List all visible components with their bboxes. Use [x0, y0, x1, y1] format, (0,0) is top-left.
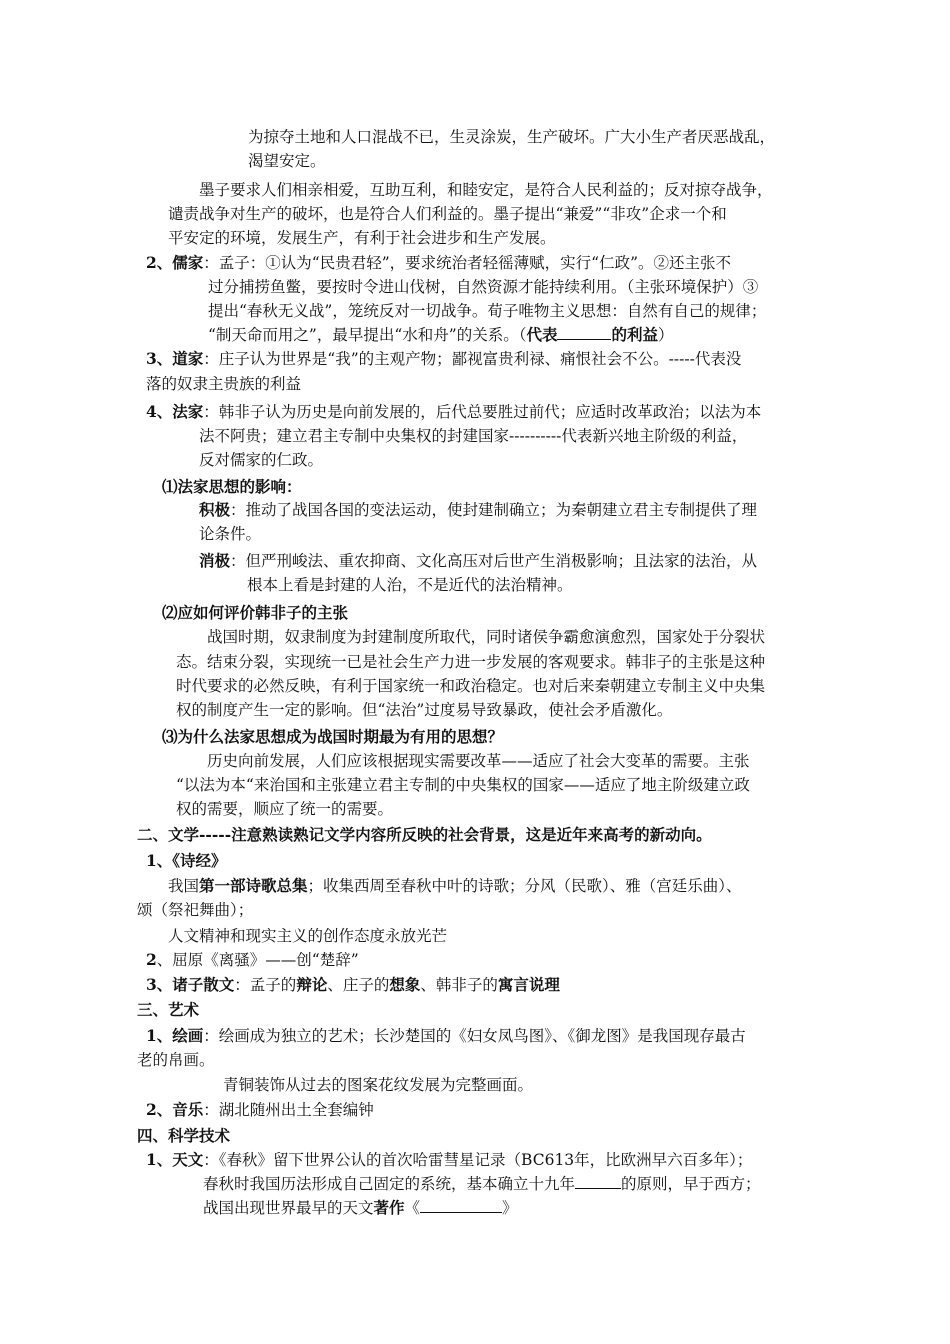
text-line: 青铜装饰从过去的图案花纹发展为完整画面。 — [223, 1076, 534, 1094]
text-line: 春秋时我国历法形成自己固定的系统，基本确立十九年 的原则，早于西方； — [203, 1175, 761, 1193]
subheading: ⑵应如何评价韩非子的主张 — [162, 603, 349, 622]
section-heading: 四、科学技术 — [137, 1126, 231, 1145]
text-line: 1、绘画：绘画成为独立的艺术；长沙楚国的《妇女凤鸟图》、《御龙图》是我国现存最古 — [146, 1026, 746, 1045]
text-line: 战国时期，奴隶制度为封建制度所取代，同时诸侯争霸愈演愈烈，国家处于分裂状 — [207, 628, 766, 646]
text-line: 1、天文：《春秋》留下世界公认的首次哈雷彗星记录（BC613年，比欧洲早六百多年）； — [146, 1150, 753, 1169]
text-line: 颂（祭祀舞曲）； — [137, 901, 254, 919]
fill-blank[interactable] — [420, 1198, 502, 1213]
text-line: 过分捕捞鱼鳖，要按时令进山伐树，自然资源才能持续利用。（主张环境保护）③ — [208, 278, 759, 296]
text-line: 权的需要，顺应了统一的需要。 — [176, 800, 394, 818]
text-line: 法不阿贵；建立君主专制中央集权的封建国家----------代表新兴地主阶级的利益， — [199, 427, 748, 445]
text-line: 为掠夺土地和人口混战不已，生灵涂炭，生产破坏。广大小生产者厌恶战乱， — [248, 128, 776, 146]
text-line: 人文精神和现实主义的创作态度永放光芒 — [168, 927, 448, 945]
text-line: 论条件。 — [199, 525, 262, 543]
fill-blank[interactable] — [557, 325, 611, 340]
text-line: 落的奴隶主贵族的利益 — [146, 375, 302, 393]
text-line: 平安定的环境，发展生产，有利于社会进步和生产发展。 — [168, 229, 556, 247]
taoist-heading-line: 3、道家：庄子认为世界是“我”的主观产物；鄙视富贵利禄、痛恨社会不公。-----代表没 — [146, 349, 742, 368]
subheading: 1、《诗经》 — [146, 851, 227, 870]
text-line: 历史向前发展，人们应该根据现实需要改革——适应了社会大变革的需要。主张 — [207, 752, 750, 770]
text-line: “制天命而用之”，最早提出“水和舟”的关系。（代表 的利益） — [208, 325, 674, 344]
text-line: 反对儒家的仁政。 — [199, 451, 324, 469]
subheading: ⑶为什么法家思想成为战国时期最为有用的思想？ — [162, 727, 504, 746]
section-number: 2、儒家 — [146, 253, 204, 272]
text-line: 积极：推动了战国各国的变法运动，使封建制确立；为秦朝建立君主专制提供了理 — [199, 500, 758, 519]
text-line: 权的制度产生一定的影响。但“法治”过度易导致暴政，使社会矛盾激化。 — [176, 701, 673, 719]
text-line: 时代要求的必然反映，有利于国家统一和政治稳定。也对后来秦朝建立专制主义中央集 — [176, 677, 766, 695]
text-line: 3、诸子散文：孟子的辩论、庄子的想象、韩非子的寓言说理 — [146, 975, 560, 994]
section-heading: 三、艺术 — [137, 1000, 200, 1019]
text-line: 态。结束分裂，实现统一已是社会生产力进一步发展的客观要求。韩非子的主张是这种 — [176, 653, 766, 671]
text-line: “以法为本“来治国和主张建立君主专制的中央集权的国家——适应了地主阶级建立政 — [176, 776, 750, 794]
text-line: 老的帛画。 — [137, 1051, 215, 1069]
text-line: 墨子要求人们相亲相爱，互助互利，和睦安定，是符合人民利益的；反对掠夺战争， — [199, 181, 773, 199]
subheading: ⑴法家思想的影响： — [162, 477, 302, 496]
text-line: 提出“春秋无义战”，笼统反对一切战争。荀子唯物主义思想：自然有自己的规律； — [208, 302, 767, 320]
text-line: 2、音乐：湖北随州出土全套编钟 — [146, 1100, 374, 1119]
text-line: 2、屈原《离骚》——创“楚辞” — [146, 950, 359, 969]
fill-blank[interactable] — [575, 1174, 621, 1189]
text-line: 战国出现世界最早的天文著作《 》 — [203, 1198, 518, 1217]
text-line: 根本上看是封建的人治，不是近代的法治精神。 — [247, 576, 573, 594]
text-line: 谴责战争对生产的破坏，也是符合人们利益的。墨子提出“兼爱”“非攻”企求一个和 — [168, 205, 727, 223]
text-line: 消极：但严刑峻法、重农抑商、文化高压对后世产生消极影响；且法家的法治，从 — [199, 551, 758, 570]
text-line: 渴望安定。 — [248, 152, 326, 170]
confucian-heading-line: 2、儒家：孟子：①认为“民贵君轻”，要求统治者轻徭薄赋，实行“仁政”。②还主张不 — [146, 253, 731, 272]
section-heading: 二、文学-----注意熟读熟记文学内容所反映的社会背景，这是近年来高考的新动向。 — [137, 825, 712, 844]
legalist-heading-line: 4、法家：韩非子认为历史是向前发展的，后代总要胜过前代；应适时改革政治；以法为本 — [146, 402, 762, 421]
text-line: 我国第一部诗歌总集；收集西周至春秋中叶的诗歌；分风（民歌）、雅（宫廷乐曲）、 — [168, 876, 742, 895]
